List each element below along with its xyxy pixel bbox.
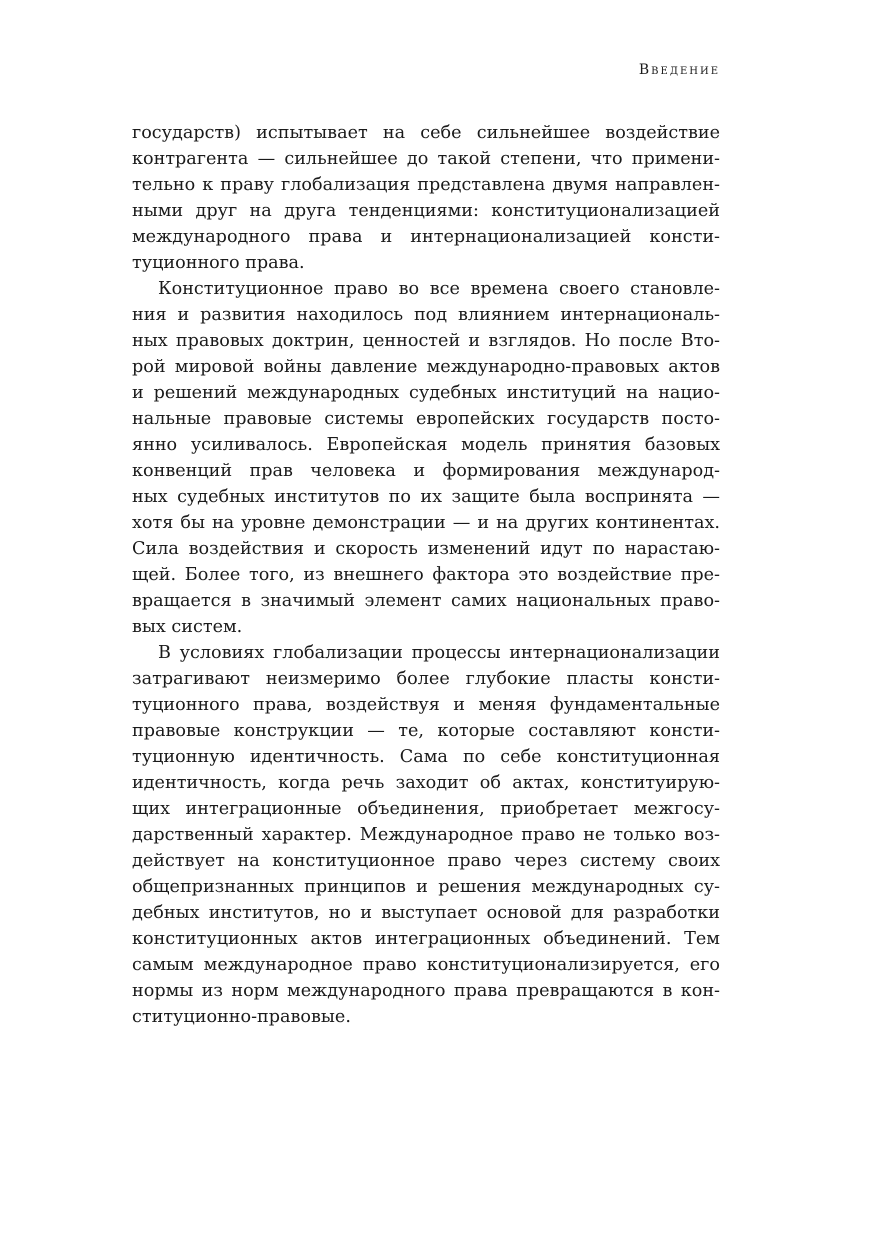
text-line: тельно к праву глобализация представлена двумя направлен-: [132, 175, 720, 195]
text-line: Сила воздействия и скорость изменений идут по нарастаю-: [132, 539, 720, 559]
text-line: Конституционное право во все времена своего становле-: [158, 279, 720, 299]
text-line: и решений международных судебных институций на нацио-: [132, 383, 720, 403]
text-line: щих интеграционные объединения, приобретает межгосу-: [132, 799, 720, 819]
text-line: правовые конструкции — те, которые составляют консти-: [132, 721, 720, 741]
text-line: дебных институтов, но и выступает основой для разработки: [132, 903, 720, 923]
text-line: нальные правовые системы европейских государств посто-: [132, 409, 720, 429]
paragraph-3: [132, 640, 720, 1030]
text-line: туционного права.: [132, 253, 305, 273]
text-line: янно усиливалось. Европейская модель принятия базовых: [132, 435, 720, 455]
text-line: ституционно-правовые.: [132, 1007, 351, 1027]
text-line: общепризнанных принципов и решения международных су-: [132, 877, 720, 897]
text-line: вых систем.: [132, 617, 243, 637]
text-line: дарственный характер. Международное право не только воз-: [132, 825, 720, 845]
text-line: туционную идентичность. Сама по себе конституционная: [132, 747, 720, 767]
text-line: ния и развития находилось под влиянием интернациональ-: [132, 305, 720, 325]
text-line: ными друг на друга тенденциями: конституционализацией: [132, 201, 720, 221]
text-line: ных судебных институтов по их защите была воспринята —: [132, 487, 720, 507]
running-head: Введение: [638, 62, 720, 78]
text-line: идентичность, когда речь заходит об актах, конституирую-: [132, 773, 720, 793]
text-line: В условиях глобализации процессы интернационализации: [158, 643, 720, 663]
text-line: конституционных актов интеграционных объединений. Тем: [132, 929, 720, 949]
text-line: контрагента — сильнейшее до такой степени, что примени-: [132, 149, 720, 169]
text-line: хотя бы на уровне демонстрации — и на других континентах.: [132, 513, 720, 533]
text-line: ных правовых доктрин, ценностей и взглядов. Но после Вто-: [132, 331, 720, 351]
text-line: международного права и интернационализацией консти-: [132, 227, 720, 247]
text-line: затрагивают неизмеримо более глубокие пласты консти-: [132, 669, 720, 689]
text-line: конвенций прав человека и формирования международ-: [132, 461, 720, 481]
paragraph-1: [132, 120, 720, 276]
text-line: действует на конституционное право через систему своих: [132, 851, 720, 871]
text-line: рой мировой войны давление международно-правовых актов: [132, 357, 720, 377]
text-line: вращается в значимый элемент самих национальных право-: [132, 591, 720, 611]
text-line: самым международное право конституционализируется, его: [132, 955, 720, 975]
text-line: туционного права, воздействуя и меняя фундаментальные: [132, 695, 720, 715]
body-text: [132, 120, 720, 1030]
text-line: щей. Более того, из внешнего фактора это воздействие пре-: [132, 565, 720, 585]
text-line: государств) испытывает на себе сильнейшее воздействие: [132, 123, 720, 143]
text-line: нормы из норм международного права превращаются в кон-: [132, 981, 720, 1001]
paragraph-2: [132, 276, 720, 640]
